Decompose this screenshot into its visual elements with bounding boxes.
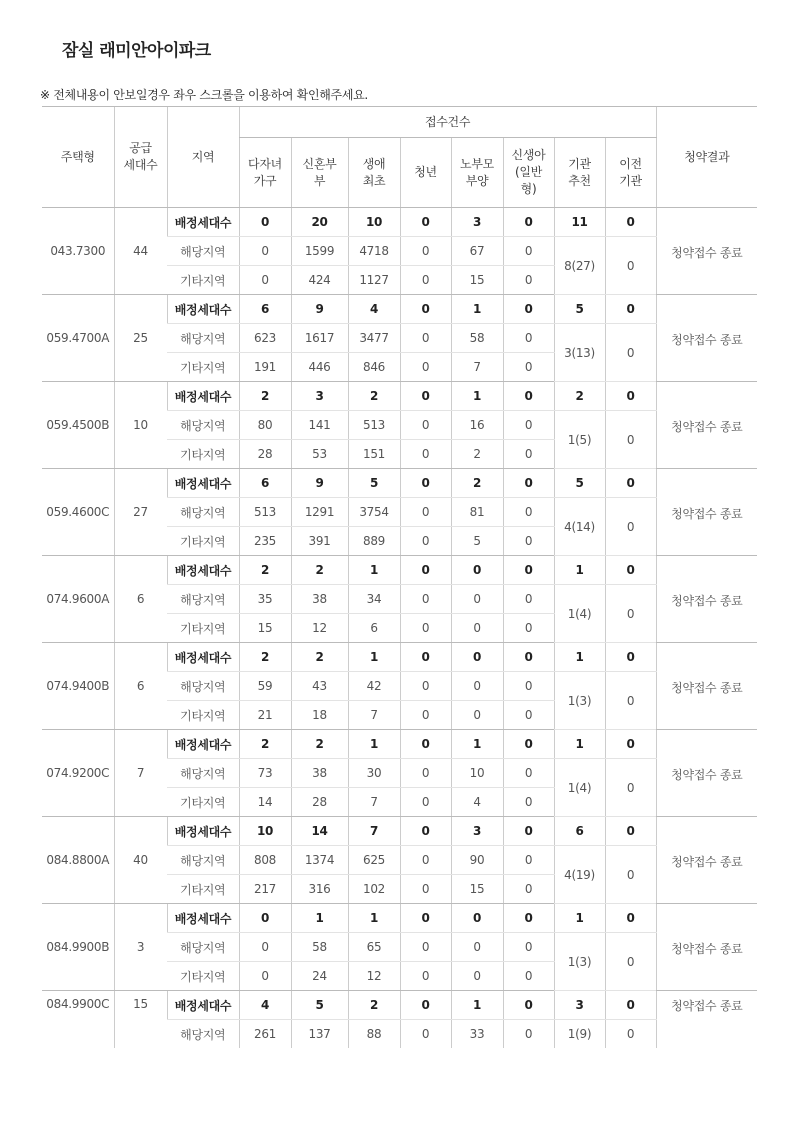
- local-newlywed-cell: 137: [291, 1020, 348, 1049]
- other-newborn-cell: 0: [503, 962, 554, 991]
- row-label-local: 해당지역: [167, 672, 239, 701]
- alloc-inst-cell: 1: [554, 556, 605, 585]
- alloc-elderly-cell: 2: [451, 469, 503, 498]
- local-multi-cell: 73: [239, 759, 291, 788]
- alloc-multi-cell: 2: [239, 730, 291, 759]
- local-newlywed-cell: 38: [291, 759, 348, 788]
- row-label-local: 해당지역: [167, 759, 239, 788]
- alloc-newborn-cell: 0: [503, 991, 554, 1020]
- alloc-inst-cell: 1: [554, 730, 605, 759]
- local-multi-cell: 261: [239, 1020, 291, 1049]
- relocation-cell: 0: [605, 237, 656, 295]
- alloc-newlywed-cell: 2: [291, 556, 348, 585]
- local-multi-cell: 623: [239, 324, 291, 353]
- other-newborn-cell: 0: [503, 614, 554, 643]
- alloc-youth-cell: 0: [400, 643, 451, 672]
- other-elderly-cell: 0: [451, 614, 503, 643]
- other-multi-cell: 14: [239, 788, 291, 817]
- alloc-youth-cell: 0: [400, 295, 451, 324]
- other-first-cell: 102: [348, 875, 400, 904]
- other-elderly-cell: 2: [451, 440, 503, 469]
- other-youth-cell: 0: [400, 266, 451, 295]
- row-label-local: 해당지역: [167, 411, 239, 440]
- alloc-youth-cell: 0: [400, 904, 451, 933]
- supply-count-cell: 10: [114, 382, 167, 469]
- other-newborn-cell: 0: [503, 875, 554, 904]
- supply-count-cell: 3: [114, 904, 167, 991]
- institution-cell: 4(19): [554, 846, 605, 904]
- alloc-inst-cell: 6: [554, 817, 605, 846]
- alloc-multi-cell: 2: [239, 556, 291, 585]
- housing-type-cell: 074.9600A: [42, 556, 114, 643]
- row-label-alloc: 배정세대수: [167, 730, 239, 759]
- other-newlywed-cell: 391: [291, 527, 348, 556]
- local-youth-cell: 0: [400, 498, 451, 527]
- housing-type-cell: 074.9200C: [42, 730, 114, 817]
- alloc-inst-cell: 5: [554, 295, 605, 324]
- local-first-cell: 65: [348, 933, 400, 962]
- table-row: [42, 904, 757, 933]
- institution-cell: 1(4): [554, 759, 605, 817]
- alloc-newborn-cell: 0: [503, 469, 554, 498]
- result-cell: 청약접수 종료: [656, 382, 757, 469]
- row-label-local: 해당지역: [167, 324, 239, 353]
- col-header-receipt: 접수건수: [239, 107, 656, 138]
- local-multi-cell: 0: [239, 237, 291, 266]
- relocation-cell: 0: [605, 585, 656, 643]
- local-newborn-cell: 0: [503, 585, 554, 614]
- page-title: 잠실 래미안아이파크: [62, 41, 211, 61]
- local-first-cell: 513: [348, 411, 400, 440]
- other-newlywed-cell: 53: [291, 440, 348, 469]
- other-first-cell: 6: [348, 614, 400, 643]
- alloc-first-cell: 5: [348, 469, 400, 498]
- col-header-supply: 공급 세대수: [114, 107, 167, 208]
- other-newborn-cell: 0: [503, 266, 554, 295]
- alloc-youth-cell: 0: [400, 991, 451, 1020]
- local-newlywed-cell: 43: [291, 672, 348, 701]
- row-label-other: 기타지역: [167, 353, 239, 382]
- other-newlywed-cell: 18: [291, 701, 348, 730]
- alloc-newborn-cell: 0: [503, 730, 554, 759]
- other-youth-cell: 0: [400, 788, 451, 817]
- row-label-alloc: 배정세대수: [167, 295, 239, 324]
- other-multi-cell: 191: [239, 353, 291, 382]
- other-multi-cell: 217: [239, 875, 291, 904]
- local-newlywed-cell: 141: [291, 411, 348, 440]
- other-newborn-cell: 0: [503, 527, 554, 556]
- relocation-cell: 0: [605, 498, 656, 556]
- alloc-elderly-cell: 3: [451, 817, 503, 846]
- alloc-reloc-cell: 0: [605, 643, 656, 672]
- col-header-youth: 청년: [400, 138, 451, 208]
- other-first-cell: 7: [348, 788, 400, 817]
- other-newlywed-cell: 424: [291, 266, 348, 295]
- other-newborn-cell: 0: [503, 701, 554, 730]
- table-row: [42, 730, 757, 759]
- alloc-elderly-cell: 0: [451, 556, 503, 585]
- housing-type-cell: 059.4500B: [42, 382, 114, 469]
- col-header-newborn: 신생아 (일반 형): [503, 138, 554, 208]
- other-multi-cell: 0: [239, 962, 291, 991]
- alloc-reloc-cell: 0: [605, 295, 656, 324]
- col-header-newlywed: 신혼부 부: [291, 138, 348, 208]
- local-first-cell: 42: [348, 672, 400, 701]
- relocation-cell: 0: [605, 1020, 656, 1049]
- other-newlywed-cell: 446: [291, 353, 348, 382]
- local-youth-cell: 0: [400, 672, 451, 701]
- alloc-elderly-cell: 0: [451, 643, 503, 672]
- local-multi-cell: 80: [239, 411, 291, 440]
- institution-cell: 4(14): [554, 498, 605, 556]
- col-header-region: 지역: [167, 107, 239, 208]
- alloc-elderly-cell: 0: [451, 904, 503, 933]
- other-elderly-cell: 15: [451, 266, 503, 295]
- row-label-other: 기타지역: [167, 527, 239, 556]
- local-newborn-cell: 0: [503, 498, 554, 527]
- relocation-cell: 0: [605, 933, 656, 991]
- other-elderly-cell: 5: [451, 527, 503, 556]
- local-newborn-cell: 0: [503, 411, 554, 440]
- alloc-reloc-cell: 0: [605, 469, 656, 498]
- other-youth-cell: 0: [400, 440, 451, 469]
- alloc-newlywed-cell: 1: [291, 904, 348, 933]
- supply-count-cell: 25: [114, 295, 167, 382]
- row-label-other: 기타지역: [167, 614, 239, 643]
- local-newborn-cell: 0: [503, 759, 554, 788]
- alloc-youth-cell: 0: [400, 469, 451, 498]
- local-first-cell: 88: [348, 1020, 400, 1049]
- institution-cell: 1(9): [554, 1020, 605, 1049]
- other-multi-cell: 21: [239, 701, 291, 730]
- subscription-table: [42, 106, 757, 1048]
- other-multi-cell: 15: [239, 614, 291, 643]
- local-elderly-cell: 90: [451, 846, 503, 875]
- table-row: [42, 817, 757, 846]
- row-label-alloc: 배정세대수: [167, 904, 239, 933]
- alloc-newlywed-cell: 5: [291, 991, 348, 1020]
- alloc-elderly-cell: 3: [451, 208, 503, 237]
- alloc-multi-cell: 6: [239, 295, 291, 324]
- housing-type-cell: 084.9900B: [42, 904, 114, 991]
- institution-cell: 1(5): [554, 411, 605, 469]
- local-elderly-cell: 0: [451, 672, 503, 701]
- relocation-cell: 0: [605, 324, 656, 382]
- relocation-cell: 0: [605, 759, 656, 817]
- local-elderly-cell: 81: [451, 498, 503, 527]
- alloc-elderly-cell: 1: [451, 730, 503, 759]
- row-label-alloc: 배정세대수: [167, 556, 239, 585]
- alloc-inst-cell: 1: [554, 904, 605, 933]
- table-row: [42, 382, 757, 411]
- other-first-cell: 7: [348, 701, 400, 730]
- local-multi-cell: 808: [239, 846, 291, 875]
- other-newborn-cell: 0: [503, 788, 554, 817]
- local-elderly-cell: 10: [451, 759, 503, 788]
- relocation-cell: 0: [605, 672, 656, 730]
- table-row: [42, 469, 757, 498]
- row-label-other: 기타지역: [167, 788, 239, 817]
- local-youth-cell: 0: [400, 411, 451, 440]
- other-elderly-cell: 7: [451, 353, 503, 382]
- local-youth-cell: 0: [400, 846, 451, 875]
- local-elderly-cell: 67: [451, 237, 503, 266]
- alloc-youth-cell: 0: [400, 817, 451, 846]
- local-newlywed-cell: 1599: [291, 237, 348, 266]
- supply-count-cell: 27: [114, 469, 167, 556]
- row-label-other: 기타지역: [167, 875, 239, 904]
- col-header-elderly: 노부모 부양: [451, 138, 503, 208]
- alloc-multi-cell: 4: [239, 991, 291, 1020]
- local-newlywed-cell: 38: [291, 585, 348, 614]
- result-cell: 청약접수 종료: [656, 295, 757, 382]
- alloc-newborn-cell: 0: [503, 904, 554, 933]
- alloc-reloc-cell: 0: [605, 730, 656, 759]
- other-youth-cell: 0: [400, 527, 451, 556]
- local-newborn-cell: 0: [503, 237, 554, 266]
- local-newborn-cell: 0: [503, 672, 554, 701]
- alloc-newlywed-cell: 2: [291, 643, 348, 672]
- alloc-first-cell: 2: [348, 382, 400, 411]
- other-newlywed-cell: 316: [291, 875, 348, 904]
- alloc-multi-cell: 0: [239, 904, 291, 933]
- alloc-newlywed-cell: 9: [291, 295, 348, 324]
- local-elderly-cell: 0: [451, 585, 503, 614]
- local-newborn-cell: 0: [503, 324, 554, 353]
- alloc-multi-cell: 6: [239, 469, 291, 498]
- local-newlywed-cell: 1291: [291, 498, 348, 527]
- alloc-reloc-cell: 0: [605, 208, 656, 237]
- local-youth-cell: 0: [400, 324, 451, 353]
- col-header-relocation: 이전 기관: [605, 138, 656, 208]
- row-label-other: 기타지역: [167, 266, 239, 295]
- local-youth-cell: 0: [400, 759, 451, 788]
- alloc-newborn-cell: 0: [503, 295, 554, 324]
- institution-cell: 1(3): [554, 933, 605, 991]
- alloc-inst-cell: 3: [554, 991, 605, 1020]
- housing-type-cell: 084.8800A: [42, 817, 114, 904]
- local-multi-cell: 513: [239, 498, 291, 527]
- alloc-newlywed-cell: 14: [291, 817, 348, 846]
- row-label-local: 해당지역: [180, 1027, 226, 1042]
- col-header-institution: 기관 추천: [554, 138, 605, 208]
- row-label-local: 해당지역: [167, 933, 239, 962]
- alloc-multi-cell: 2: [239, 643, 291, 672]
- alloc-inst-cell: 2: [554, 382, 605, 411]
- other-youth-cell: 0: [400, 701, 451, 730]
- result-cell: 청약접수 종료: [656, 208, 757, 295]
- alloc-newborn-cell: 0: [503, 817, 554, 846]
- result-cell: 청약접수 종료: [656, 904, 757, 991]
- alloc-reloc-cell: 0: [605, 904, 656, 933]
- table-row: [42, 556, 757, 585]
- row-label-local: 해당지역: [167, 237, 239, 266]
- alloc-newlywed-cell: 3: [291, 382, 348, 411]
- col-header-result: 청약결과: [656, 107, 757, 208]
- alloc-inst-cell: 5: [554, 469, 605, 498]
- alloc-newborn-cell: 0: [503, 643, 554, 672]
- other-youth-cell: 0: [400, 962, 451, 991]
- local-first-cell: 3754: [348, 498, 400, 527]
- table-row: [42, 991, 757, 1020]
- local-first-cell: 30: [348, 759, 400, 788]
- local-newlywed-cell: 58: [291, 933, 348, 962]
- institution-cell: 3(13): [554, 324, 605, 382]
- local-youth-cell: 0: [400, 237, 451, 266]
- scroll-notice: ※ 전체내용이 안보일경우 좌우 스크롤을 이용하여 확인해주세요.: [40, 88, 368, 102]
- local-youth-cell: 0: [400, 933, 451, 962]
- alloc-multi-cell: 10: [239, 817, 291, 846]
- row-label-alloc: 배정세대수: [167, 469, 239, 498]
- local-multi-cell: 0: [239, 933, 291, 962]
- local-elderly-cell: 58: [451, 324, 503, 353]
- alloc-youth-cell: 0: [400, 208, 451, 237]
- row-label-other: 기타지역: [167, 962, 239, 991]
- row-label-alloc: 배정세대수: [167, 991, 239, 1020]
- col-header-multi-child: 다자녀 가구: [239, 138, 291, 208]
- alloc-reloc-cell: 0: [605, 817, 656, 846]
- local-first-cell: 34: [348, 585, 400, 614]
- alloc-newlywed-cell: 9: [291, 469, 348, 498]
- housing-type-cell: 059.4700A: [42, 295, 114, 382]
- other-first-cell: 12: [348, 962, 400, 991]
- alloc-first-cell: 10: [348, 208, 400, 237]
- alloc-inst-cell: 11: [554, 208, 605, 237]
- supply-count-cell: 6: [114, 643, 167, 730]
- local-first-cell: 625: [348, 846, 400, 875]
- result-cell: 청약접수 종료: [656, 643, 757, 730]
- local-newborn-cell: 0: [503, 1020, 554, 1049]
- alloc-elderly-cell: 1: [451, 295, 503, 324]
- col-header-type: 주택형: [42, 107, 114, 208]
- col-header-first-life: 생애 최초: [348, 138, 400, 208]
- other-newborn-cell: 0: [503, 440, 554, 469]
- other-newlywed-cell: 24: [291, 962, 348, 991]
- alloc-newborn-cell: 0: [503, 556, 554, 585]
- local-elderly-cell: 16: [451, 411, 503, 440]
- alloc-youth-cell: 0: [400, 556, 451, 585]
- alloc-first-cell: 2: [348, 991, 400, 1020]
- alloc-first-cell: 4: [348, 295, 400, 324]
- other-newlywed-cell: 12: [291, 614, 348, 643]
- alloc-newlywed-cell: 2: [291, 730, 348, 759]
- alloc-youth-cell: 0: [400, 382, 451, 411]
- other-elderly-cell: 15: [451, 875, 503, 904]
- alloc-first-cell: 7: [348, 817, 400, 846]
- supply-count-cell: 7: [114, 730, 167, 817]
- supply-count-cell: 15: [114, 991, 167, 1049]
- other-youth-cell: 0: [400, 353, 451, 382]
- local-newlywed-cell: 1374: [291, 846, 348, 875]
- alloc-newborn-cell: 0: [503, 382, 554, 411]
- other-first-cell: 151: [348, 440, 400, 469]
- supply-count-cell: 40: [114, 817, 167, 904]
- other-first-cell: 889: [348, 527, 400, 556]
- local-first-cell: 4718: [348, 237, 400, 266]
- other-newlywed-cell: 28: [291, 788, 348, 817]
- other-elderly-cell: 0: [451, 962, 503, 991]
- relocation-cell: 0: [605, 846, 656, 904]
- other-multi-cell: 235: [239, 527, 291, 556]
- supply-count-cell: 6: [114, 556, 167, 643]
- table-row: [42, 208, 757, 237]
- alloc-youth-cell: 0: [400, 730, 451, 759]
- row-label-alloc: 배정세대수: [167, 817, 239, 846]
- institution-cell: 1(4): [554, 585, 605, 643]
- alloc-first-cell: 1: [348, 643, 400, 672]
- other-multi-cell: 0: [239, 266, 291, 295]
- housing-type-cell: 043.7300: [42, 208, 114, 295]
- housing-type-cell: 084.9900C: [46, 997, 110, 1011]
- result-cell: 청약접수 종료: [656, 556, 757, 643]
- alloc-multi-cell: 0: [239, 208, 291, 237]
- row-label-other: 기타지역: [167, 440, 239, 469]
- alloc-reloc-cell: 0: [605, 382, 656, 411]
- institution-cell: 8(27): [554, 237, 605, 295]
- alloc-first-cell: 1: [348, 556, 400, 585]
- housing-type-cell: 059.4600C: [42, 469, 114, 556]
- alloc-elderly-cell: 1: [451, 991, 503, 1020]
- row-label-alloc: 배정세대수: [167, 208, 239, 237]
- alloc-inst-cell: 1: [554, 643, 605, 672]
- row-label-local: 해당지역: [167, 585, 239, 614]
- row-label-alloc: 배정세대수: [167, 382, 239, 411]
- alloc-first-cell: 1: [348, 730, 400, 759]
- row-label-local: 해당지역: [167, 498, 239, 527]
- local-newlywed-cell: 1617: [291, 324, 348, 353]
- alloc-newlywed-cell: 20: [291, 208, 348, 237]
- table-row: [42, 295, 757, 324]
- table-row: [42, 643, 757, 672]
- housing-type-cell: 074.9400B: [42, 643, 114, 730]
- alloc-reloc-cell: 0: [605, 991, 656, 1020]
- result-cell: 청약접수 종료: [656, 730, 757, 817]
- other-youth-cell: 0: [400, 875, 451, 904]
- row-label-other: 기타지역: [167, 701, 239, 730]
- other-elderly-cell: 4: [451, 788, 503, 817]
- local-multi-cell: 59: [239, 672, 291, 701]
- alloc-elderly-cell: 1: [451, 382, 503, 411]
- relocation-cell: 0: [605, 411, 656, 469]
- other-youth-cell: 0: [400, 614, 451, 643]
- result-cell: 청약접수 종료: [656, 991, 757, 1049]
- local-multi-cell: 35: [239, 585, 291, 614]
- row-label-local: 해당지역: [167, 846, 239, 875]
- local-newborn-cell: 0: [503, 933, 554, 962]
- institution-cell: 1(3): [554, 672, 605, 730]
- local-elderly-cell: 33: [451, 1020, 503, 1049]
- other-first-cell: 1127: [348, 266, 400, 295]
- local-elderly-cell: 0: [451, 933, 503, 962]
- local-newborn-cell: 0: [503, 846, 554, 875]
- local-youth-cell: 0: [400, 585, 451, 614]
- result-cell: 청약접수 종료: [656, 469, 757, 556]
- local-youth-cell: 0: [400, 1020, 451, 1049]
- alloc-newborn-cell: 0: [503, 208, 554, 237]
- other-multi-cell: 28: [239, 440, 291, 469]
- other-elderly-cell: 0: [451, 701, 503, 730]
- supply-count-cell: 44: [114, 208, 167, 295]
- row-label-alloc: 배정세대수: [167, 643, 239, 672]
- other-first-cell: 846: [348, 353, 400, 382]
- alloc-reloc-cell: 0: [605, 556, 656, 585]
- local-first-cell: 3477: [348, 324, 400, 353]
- other-newborn-cell: 0: [503, 353, 554, 382]
- alloc-multi-cell: 2: [239, 382, 291, 411]
- result-cell: 청약접수 종료: [656, 817, 757, 904]
- alloc-first-cell: 1: [348, 904, 400, 933]
